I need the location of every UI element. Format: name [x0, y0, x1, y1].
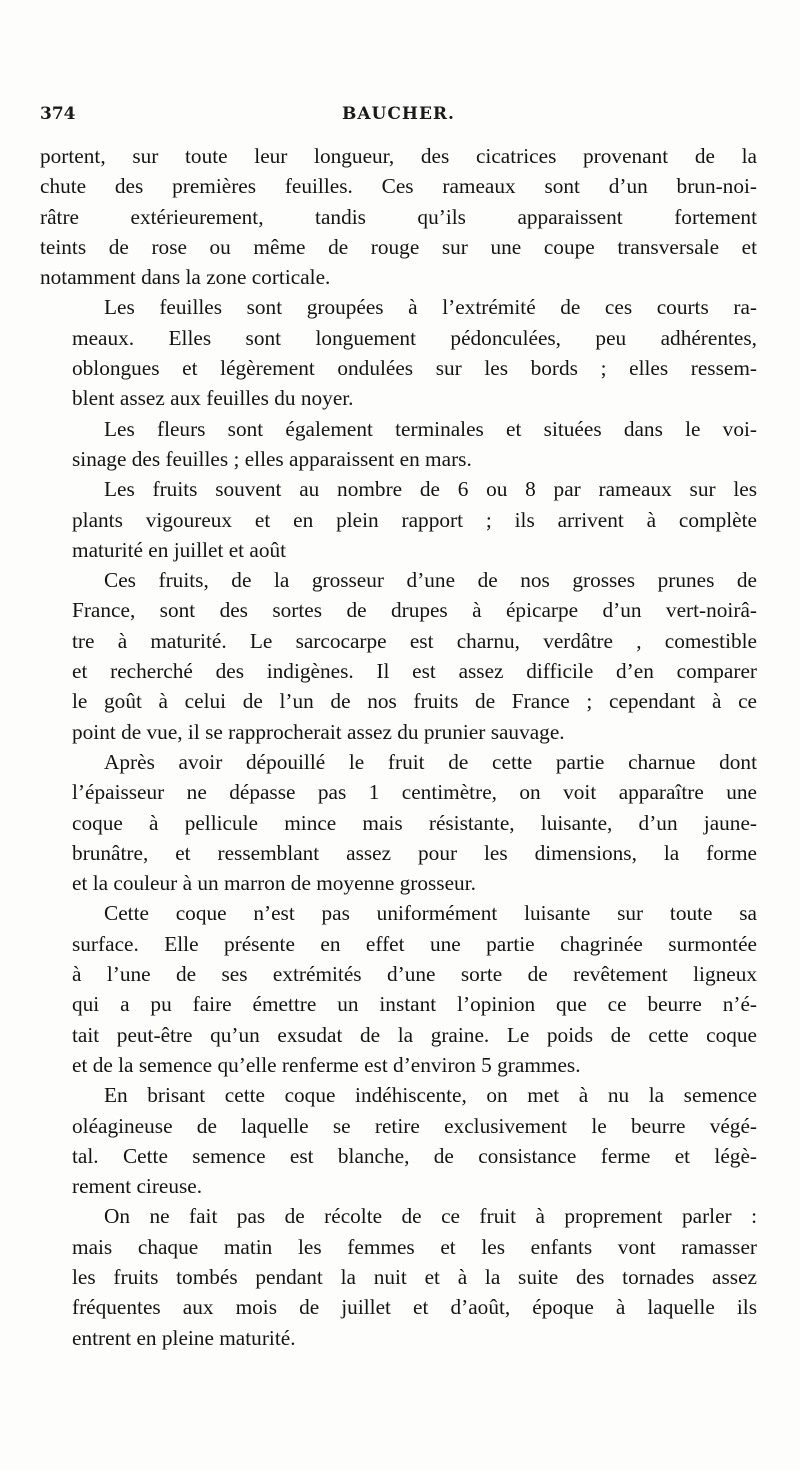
- text-line: à l’une de ses extrémités d’une sorte de revêtement ligneux: [72, 962, 757, 987]
- text-line: tre à maturité. Le sarcocarpe est charnu, verdâtre , comestible: [72, 628, 757, 653]
- paragraph: [40, 1080, 757, 1201]
- text-line: France, sont des sortes de drupes à épicarpe d’un vert-noirâ-: [72, 598, 757, 623]
- text-line: chute des premières feuilles. Ces rameaux sont d’un brun-noi-: [40, 174, 757, 199]
- text-line: oléagineuse de laquelle se retire exclusivement le beurre végé-: [72, 1113, 757, 1138]
- text-line: teints de rose ou même de rouge sur une coupe transversale et: [40, 234, 757, 259]
- paragraph: [40, 292, 757, 413]
- paragraph: [40, 747, 757, 898]
- paragraph: [40, 565, 757, 747]
- text-line: blent assez aux feuilles du noyer.: [72, 386, 354, 411]
- text-line: Les feuilles sont groupées à l’extrémité de ces courts ra-: [104, 295, 757, 320]
- text-line: tal. Cette semence est blanche, de consistance ferme et légè-: [72, 1143, 757, 1168]
- text-line: l’épaisseur ne dépasse pas 1 centimètre, on voit apparaître une: [72, 780, 757, 805]
- text-line: portent, sur toute leur longueur, des cicatrices provenant de la: [40, 144, 757, 168]
- text-line: les fruits tombés pendant la nuit et à la suite des tornades assez: [72, 1264, 757, 1289]
- text-line: point de vue, il se rapprocherait assez du prunier sauvage.: [72, 719, 565, 744]
- text-line: notamment dans la zone corticale.: [40, 265, 331, 290]
- paragraph: [40, 1201, 757, 1352]
- text-line: râtre extérieurement, tandis qu’ils apparaissent fortement: [40, 204, 757, 229]
- text-line: entrent en pleine maturité.: [72, 1325, 296, 1350]
- paragraph: [40, 474, 757, 565]
- text-line: Après avoir dépouillé le fruit de cette partie charnue dont: [104, 749, 757, 774]
- text-line: brunâtre, et ressemblant assez pour les dimensions, la forme: [72, 840, 757, 865]
- text-line: le goût à celui de l’un de nos fruits de France ; cependant à ce: [72, 689, 757, 714]
- text-line: Les fleurs sont également terminales et situées dans le voi-: [104, 416, 757, 441]
- running-head: [40, 104, 760, 130]
- text-line: Ces fruits, de la grosseur d’une de nos grosses prunes de: [104, 568, 757, 593]
- text-line: En brisant cette coque indéhiscente, on met à nu la semence: [104, 1083, 757, 1108]
- page-number: 374: [40, 104, 76, 124]
- text-line: Les fruits souvent au nombre de 6 ou 8 par rameaux sur les: [104, 477, 757, 502]
- text-line: et de la semence qu’elle renferme est d’environ 5 grammes.: [72, 1052, 581, 1077]
- text-line: qui a pu faire émettre un instant l’opinion que ce beurre n’é-: [72, 992, 757, 1017]
- paragraph: [40, 414, 757, 475]
- text-line: plants vigoureux et en plein rapport ; ils arrivent à complète: [72, 507, 757, 532]
- text-line: tait peut-être qu’un exsudat de la graine. Le poids de cette coque: [72, 1022, 757, 1047]
- text-line: et la couleur à un marron de moyenne grosseur.: [72, 871, 476, 896]
- text-line: rement cireuse.: [72, 1174, 203, 1199]
- text-line: coque à pellicule mince mais résistante, luisante, d’un jaune-: [72, 810, 757, 835]
- text-line: sinage des feuilles ; elles apparaissent en mars.: [72, 446, 472, 471]
- text-line: Cette coque n’est pas uniformément luisante sur toute sa: [104, 901, 757, 926]
- paragraph: [40, 141, 757, 292]
- text-line: meaux. Elles sont longuement pédonculées, peu adhérentes,: [72, 325, 757, 350]
- paragraph: [40, 898, 757, 1080]
- body-text: [40, 141, 757, 1353]
- text-line: surface. Elle présente en effet une partie chagrinée surmontée: [72, 931, 757, 956]
- text-line: On ne fait pas de récolte de ce fruit à proprement parler :: [104, 1204, 757, 1229]
- text-line: mais chaque matin les femmes et les enfants vont ramasser: [72, 1234, 757, 1259]
- text-line: oblongues et légèrement ondulées sur les bords ; elles ressem-: [72, 356, 757, 381]
- text-line: maturité en juillet et août: [72, 537, 287, 562]
- text-line: fréquentes aux mois de juillet et d’août, époque à laquelle ils: [72, 1295, 757, 1320]
- text-line: et recherché des indigènes. Il est assez difficile d’en comparer: [72, 659, 757, 684]
- running-title: BAUCHER.: [342, 104, 455, 124]
